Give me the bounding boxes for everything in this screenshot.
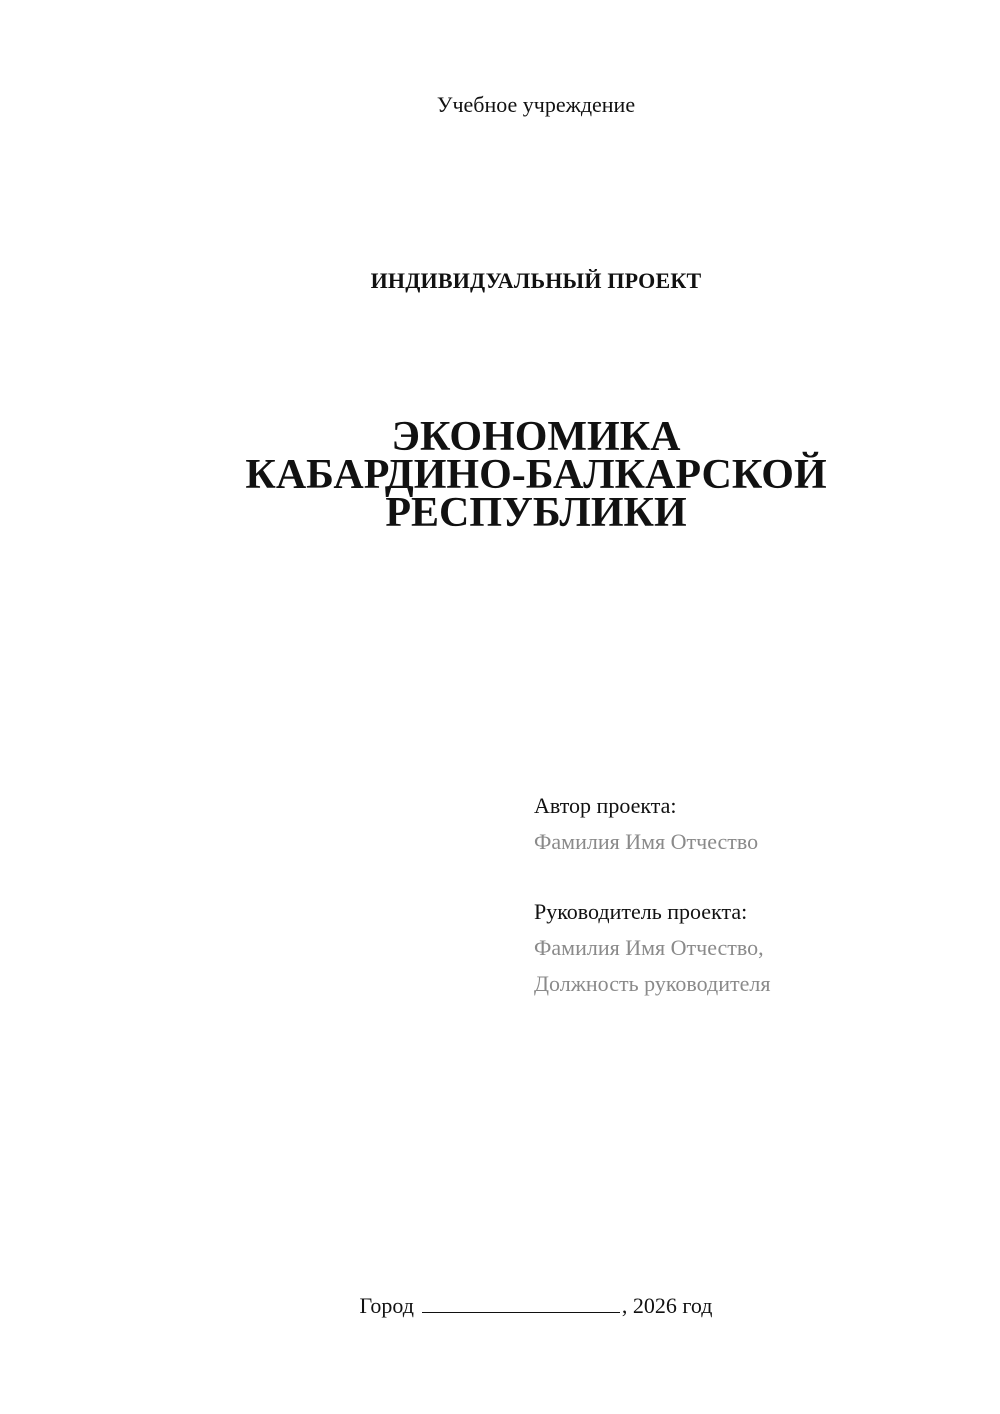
city-blank-line (422, 1290, 620, 1313)
project-title (0, 414, 1000, 536)
project-title-line-2: КАБАРДИНО-БАЛКАРСКОЙ (245, 452, 827, 498)
supervisor-label: Руководитель проекта: (534, 899, 748, 924)
author-label: Автор проекта: (534, 793, 677, 818)
year-text: , 2026 год (621, 1293, 713, 1318)
city-year-line (0, 1290, 1000, 1321)
supervisor-name-placeholder: Фамилия Имя Отчество, (534, 935, 764, 960)
project-title-line-3: РЕСПУБЛИКИ (385, 490, 687, 536)
supervisor-position-placeholder: Должность руководителя (534, 971, 771, 996)
project-type-heading: ИНДИВИДУАЛЬНЫЙ ПРОЕКТ (370, 268, 702, 293)
city-label: Город (359, 1293, 414, 1318)
project-title-line-1: ЭКОНОМИКА (391, 414, 681, 460)
institution-name: Учебное учреждение (436, 92, 636, 117)
credits-block (534, 788, 974, 1002)
author-name-placeholder: Фамилия Имя Отчество (534, 829, 759, 854)
credits-spacer (534, 860, 974, 894)
